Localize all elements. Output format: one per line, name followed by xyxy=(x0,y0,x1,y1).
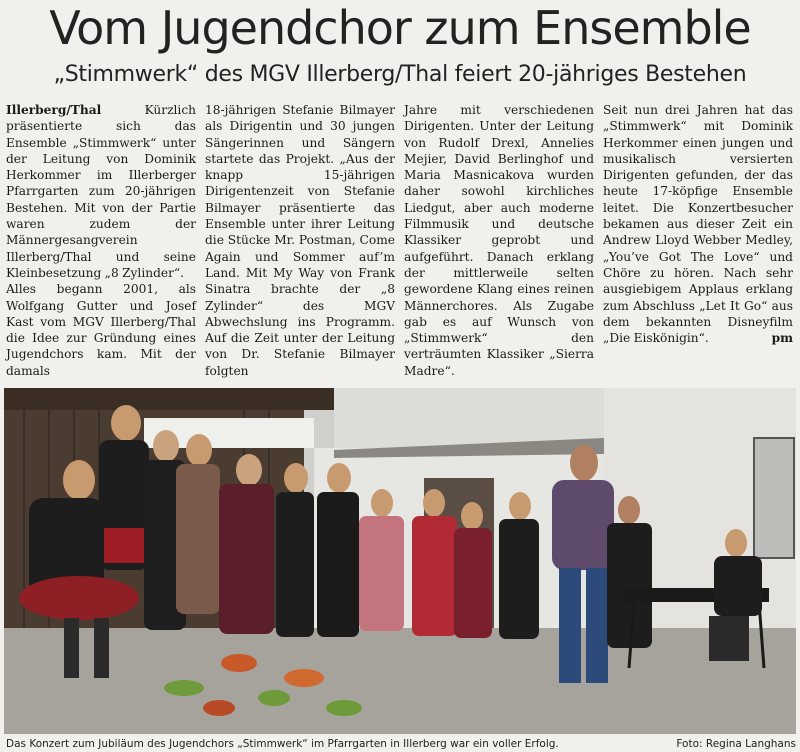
article-column-4 xyxy=(603,102,793,384)
choir-photo xyxy=(4,388,796,734)
paragraph xyxy=(603,102,793,346)
paragraph-text: Kürzlich präsentierte sich das Ensemble „Stimmwerk“ unter der Leitung von Dominik Herkommer im Illerberger Pfarrgarten zum 20-jährigen Bestehen. Mit von der Partie waren zudem der Männergesangverein Illerberg/Thal und seine Kleinbesetzung „8 Zylinder“. xyxy=(6,103,196,280)
photo-credit: Foto: Regina Langhans xyxy=(676,738,796,750)
author-initials: pm xyxy=(771,331,793,346)
paragraph: 18-jährigen Stefanie Bilmayer als Dirigentin und 30 jungen Sängerinnen und Sängern startete das Projekt. „Aus der knapp 15-jährigen Dirigentenzeit von Stefanie Bilmayer präsentierte das Ensemble unter ihrer Leitung die Stücke Mr. Postman, Come Again und Sommer auf’m Land. Mit My Way von Frank Sinatra brachte der „8 Zylinder“ des MGV Abwechslung ins Programm. Auf die Zeit unter der Leitung von Dr. Stefanie Bilmayer folgten xyxy=(205,103,395,378)
photo-caption: Das Konzert zum Jubiläum des Jugendchors „Stimmwerk“ im Pfarrgarten in Illerberg war ein voller Erfolg. xyxy=(6,738,559,750)
paragraph-text: Seit nun drei Jahren hat das „Stimmwerk“ mit Dominik Herkommer einen jungen und musikalisch versierten Dirigenten gefunden, der das heute 17-köpfige Ensemble leitet. Die Konzertbesucher bekamen aus dieser Zeit ein Andrew Lloyd Webber Medley, „You’ve Got The Love“ und Chöre zu hören. Nach sehr ausgiebigem Applaus erklang zum Abschluss „Let It Go“ aus dem bekannten Disneyfilm „Die Eiskönigin“. xyxy=(603,103,793,346)
article-subheadline: „Stimmwerk“ des MGV Illerberg/Thal feiert 20-jähriges Bestehen xyxy=(53,62,747,87)
article-body xyxy=(6,102,796,384)
paragraph xyxy=(6,102,196,281)
photo-caption-row xyxy=(6,737,796,751)
article-column-1 xyxy=(6,102,196,384)
paragraph: Jahre mit verschiedenen Dirigenten. Unter der Leitung von Rudolf Drexl, Annelies Mejier, David Berlinghof und Maria Masnicakova wurden daher sowohl kirchliches Liedgut, aber auch moderne Filmmusik und deutsche Klassiker geprobt und aufgeführt. Danach erklang der mittlerweile selten gewordene Klang eines reinen Männerchores. Als Zugabe gab es auf Wunsch von „Stimmwerk“ den verträumten Klassiker „Sierra Madre“. xyxy=(404,103,594,378)
article-column-2 xyxy=(205,102,395,384)
dateline: Illerberg/Thal xyxy=(6,103,102,117)
paragraph: Alles begann 2001, als Wolfgang Gutter und Josef Kast vom MGV Illerberg/Thal die Idee zur Gründung eines Jugendchors kam. Mit der damals xyxy=(6,282,196,378)
article-column-3 xyxy=(404,102,594,384)
article-headline: Vom Jugendchor zum Ensemble xyxy=(49,1,751,55)
